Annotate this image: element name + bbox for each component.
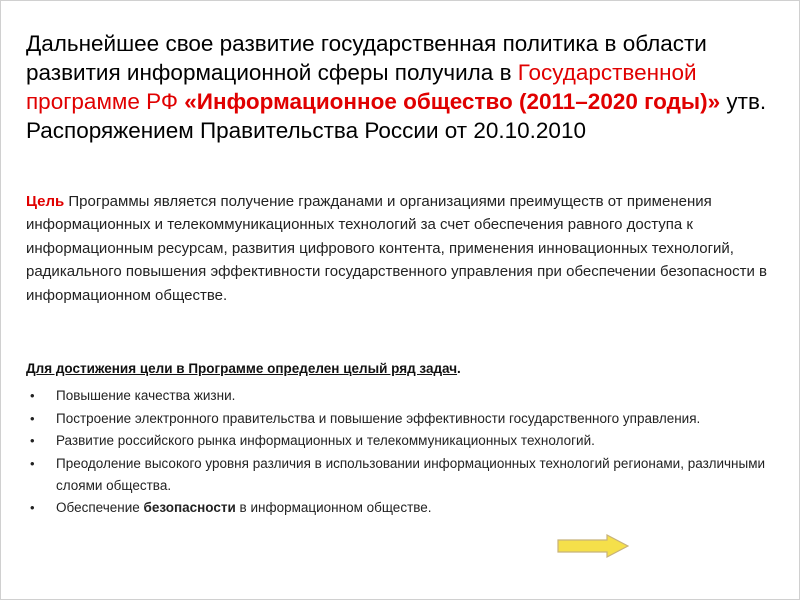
- list-item-text: Преодоление высокого уровня различия в использовании информационных технологий регионами, различными слоями общества.: [56, 455, 766, 493]
- list-item-text: Построение электронного правительства и повышение эффективности государственного управления.: [56, 410, 701, 426]
- list-item: [26, 430, 796, 452]
- list-item: [26, 453, 796, 497]
- heading-decree: утв. Распоряжением Правительства России от 20.10.2010: [26, 89, 767, 143]
- list-item-text-after: в информационном обществе.: [235, 500, 432, 515]
- tasks-title: [26, 359, 461, 379]
- goal-label: Цель: [26, 193, 65, 210]
- list-item-text: Развитие российского рынка информационных и телекоммуникационных технологий.: [56, 433, 595, 448]
- list-item: [26, 408, 796, 430]
- heading-program-title: «Информационное общество (2011–2020 годы)»: [184, 89, 721, 114]
- heading-part-1: Дальнейшее свое развитие государственная политика в области развития информационной сферы получила в: [26, 31, 707, 85]
- tasks-title-text: Для достижения цели в Программе определен целый ряд задач: [26, 361, 458, 376]
- bullet-icon: •: [30, 433, 35, 448]
- bullet-icon: •: [30, 410, 35, 426]
- list-item: [26, 385, 796, 407]
- list-item-text-bold: безопасности: [143, 500, 236, 515]
- goal-paragraph: [26, 190, 786, 307]
- goal-text: Программы является получение гражданами и организациями преимуществ от применения информационных и телекоммуникационных технологий за счет обеспечения равного доступа к информационным ресурсам, развития цифрового контента, применения инновационных технологий, радикального повышения эффективности государственного управления при обеспечении безопасности в информационном обществе.: [26, 193, 767, 304]
- bullet-icon: •: [30, 500, 35, 515]
- tasks-title-period: .: [457, 361, 461, 376]
- heading-program-name: Государственной программе РФ: [26, 60, 697, 114]
- bullet-icon: •: [30, 388, 35, 403]
- right-arrow-icon[interactable]: [557, 534, 629, 558]
- bullet-icon: •: [30, 455, 35, 471]
- list-item-text: Повышение качества жизни.: [56, 388, 236, 403]
- list-item-text-before: Обеспечение: [56, 500, 144, 515]
- tasks-list: [26, 385, 796, 520]
- slide-heading: [26, 29, 786, 145]
- list-item: [26, 497, 796, 519]
